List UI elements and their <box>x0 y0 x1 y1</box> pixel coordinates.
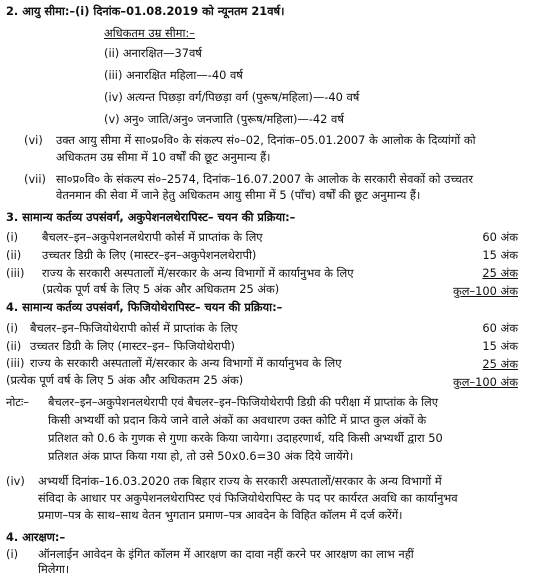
row-marks: 15 अंक <box>482 248 518 262</box>
clause-text: सा०प्र०वि० के संकल्प सं०–2574, दिनांक–16.07.2007 के आलोक के सरकारी सेवकों को उच्चतर <box>56 172 473 186</box>
clause-number: (vii) <box>24 172 46 186</box>
clause-text: अधिकतम उम्र सीमा में 10 वर्षों की छूट अनुमान्य हैं। <box>56 150 271 164</box>
note-text: किसी अभ्यर्थी को प्रदान किये जाने वाले अंकों का अवधारण उक्त कोटि में प्राप्त कुल अंकों के <box>48 413 427 427</box>
row-note: (प्रत्येक पूर्ण वर्ष के लिए 5 अंक और अधिकतम 25 अंक) <box>42 282 280 296</box>
occupational-therapist-heading: 3. सामान्य कर्तव्य उपसंवर्ग, अकुपेशनलथेरापिस्ट– चयन की प्रक्रिया:– <box>6 210 296 224</box>
row-number: (ii) <box>6 248 22 262</box>
note-text: बैचलर–इन–अकुपेशनलथेरापी एवं बैचलर–इन–फिजियोथेरापी डिग्री की परीक्षा में प्राप्तांक के लिए <box>48 395 439 409</box>
age-item: (ii) अनारक्षित—37वर्ष <box>104 46 202 60</box>
age-limit-heading: 2. आयु सीमा:–(i) दिनांक–01.08.2019 को न्यूनतम 21वर्ष। <box>6 4 285 18</box>
clause-number: (vi) <box>24 133 43 147</box>
age-item: (iii) अनारक्षित महिला—-40 वर्ष <box>104 68 243 82</box>
row-text: उच्चतर डिग्री के लिए (मास्टर–इन–अकुपेशनलथेरापी) <box>42 248 257 262</box>
row-number: (i) <box>6 230 19 244</box>
total-marks: कुल–100 अंक <box>453 375 518 389</box>
row-marks: 60 अंक <box>482 321 518 335</box>
row-text: राज्य के सरकारी अस्पतालों में/सरकार के अन्य विभागों में कार्यानुभव के लिए <box>42 266 354 280</box>
reservation-text: मिलेगा। <box>38 562 70 576</box>
experience-text: प्रमाण–पत्र के साथ–साथ वेतन भुगतान प्रमाण–पत्र आवदेन के विहित कॉलम में दर्ज करेंगें। <box>38 508 403 522</box>
row-marks: 15 अंक <box>482 339 518 353</box>
age-item: (v) अनु० जाति/अनु० जनजाति (पुरूष/महिला)—-42 वर्ष <box>104 112 344 126</box>
reservation-text: ऑनलाईन आवेदन के इंगित कॉलम में आरक्षण का दावा नहीं करने पर आरक्षण का लाभ नहीं <box>38 547 414 561</box>
clause-number: (i) <box>6 547 19 561</box>
physiotherapist-heading: 4. सामान्य कर्तव्य उपसंवर्ग, फिजियोथेरापिस्ट– चयन की प्रक्रिया:– <box>6 300 283 314</box>
age-item: (iv) अत्यन्त पिछड़ा वर्ग/पिछड़ा वर्ग (पुरूष/महिला)—-40 वर्ष <box>104 90 360 104</box>
clause-text: वेतनमान की सेवा में जाने हेतु अधिकतम आयु सीमा में 5 (पाँच) वर्षों की छूट अनुमान्य हैं। <box>56 188 421 202</box>
row-number: (ii) <box>6 339 22 353</box>
max-age-label: अधिकतम उम्र सीमा:– <box>104 26 195 40</box>
experience-text: संविदा के आधार पर अकुपेशनलथेरापिस्ट एवं फिजियोथेरापिस्ट के पद पर कार्यरत अवधि का कार्यानुभव <box>38 491 458 505</box>
note-text: प्रतिशत को 0.6 के गुणक से गुणा करके किया जायेगा। उदाहरणार्थ, यदि किसी अभ्यर्थी द्वारा 50 <box>48 431 443 445</box>
note-label: नोटः– <box>6 395 30 409</box>
experience-text: अभ्यर्थी दिनांक–16.03.2020 तक बिहार राज्य के सरकारी अस्पतालों/सरकार के अन्य विभागों में <box>38 474 442 488</box>
row-text: राज्य के सरकारी अस्पतालों में/सरकार के अन्य विभागों में कार्यानुभव के लिए <box>30 356 342 370</box>
row-marks: 25 अंक <box>482 266 518 280</box>
clause-text: उक्त आयु सीमा में सा०प्र०वि० के संकल्प सं०–02, दिनांक–05.01.2007 के आलोक के दिव्यांगों को <box>56 133 476 147</box>
row-text: बैचलर–इन–फिजियोथेरापी कोर्स में प्राप्तांक के लिए <box>30 321 238 335</box>
row-number: (iii) <box>6 356 25 370</box>
row-text: बैचलर–इन–अकुपेशनलथेरापी कोर्स में प्राप्तांक के लिए <box>42 230 263 244</box>
clause-number: (iv) <box>6 474 25 488</box>
row-note: (प्रत्येक पूर्ण वर्ष के लिए 5 अंक और अधिकतम 25 अंक) <box>6 373 244 387</box>
row-number: (i) <box>6 321 19 335</box>
row-number: (iii) <box>6 266 25 280</box>
row-marks: 25 अंक <box>482 357 518 371</box>
reservation-heading: 4. आरक्षण:– <box>6 530 66 544</box>
row-text: उच्चतर डिग्री के लिए (मास्टर–इन– फिजियोथेरापी) <box>30 339 235 353</box>
row-marks: 60 अंक <box>482 230 518 244</box>
total-marks: कुल–100 अंक <box>453 284 518 298</box>
note-text: प्रतिशत अंक प्राप्त किया गया हो, तो उसे 50x0.6=30 अंक दिये जायेंगे। <box>48 449 354 463</box>
